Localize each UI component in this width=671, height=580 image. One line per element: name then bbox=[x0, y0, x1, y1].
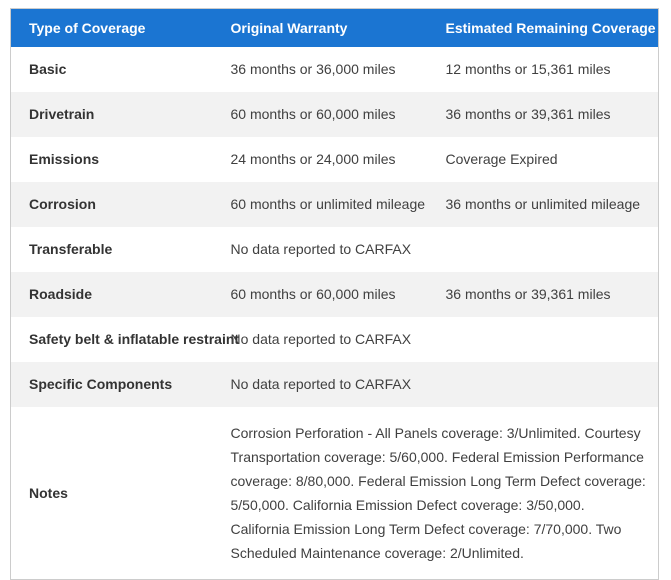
notes-text: Corrosion Perforation - All Panels coverage: 3/Unlimited. Courtesy Transportation coverage: 5/60,000. Federal Emission Performance coverage: 8/80,000. Federal Emission Long Term Defect coverage: 5/50,000. California Emission Defect coverage: 3/50,000. California Emission Long Term Defect coverage: 7/70,000. Two Scheduled Maintenance coverage: 2/Unlimited. bbox=[230, 424, 646, 561]
warranty-table bbox=[10, 8, 659, 580]
row-label: Emissions bbox=[29, 151, 100, 167]
remaining-coverage-value bbox=[428, 227, 659, 272]
original-warranty-value: No data reported to CARFAX bbox=[230, 376, 412, 392]
table-row-transferable bbox=[11, 227, 659, 272]
table-row-basic bbox=[11, 47, 659, 92]
table-row-corrosion bbox=[11, 182, 659, 227]
remaining-coverage-value: 36 months or 39,361 miles bbox=[445, 286, 611, 302]
row-label: Transferable bbox=[29, 241, 113, 257]
row-label: Notes bbox=[29, 484, 68, 501]
column-header-type-of-coverage: Type of Coverage bbox=[11, 9, 213, 47]
remaining-coverage-value: 36 months or unlimited mileage bbox=[445, 196, 641, 212]
remaining-coverage-value bbox=[428, 362, 659, 407]
original-warranty-value: 24 months or 24,000 miles bbox=[230, 151, 396, 167]
row-label: Specific Components bbox=[29, 376, 173, 392]
table-header-row bbox=[11, 9, 659, 47]
row-label: Roadside bbox=[29, 286, 93, 302]
table-row-safety-belt bbox=[11, 317, 659, 362]
table-row-specific-components bbox=[11, 362, 659, 407]
remaining-coverage-value: Coverage Expired bbox=[445, 151, 558, 167]
column-header-estimated-remaining-coverage: Estimated Remaining Coverage bbox=[428, 9, 659, 47]
original-warranty-value: 60 months or unlimited mileage bbox=[230, 196, 426, 212]
row-label: Basic bbox=[29, 61, 67, 77]
remaining-coverage-value: 36 months or 39,361 miles bbox=[445, 106, 611, 122]
table-row-drivetrain bbox=[11, 92, 659, 137]
warranty-coverage-table bbox=[10, 8, 658, 580]
original-warranty-value: 60 months or 60,000 miles bbox=[230, 106, 396, 122]
original-warranty-value: No data reported to CARFAX bbox=[230, 331, 412, 347]
table-row-notes bbox=[11, 407, 659, 580]
remaining-coverage-value: 12 months or 15,361 miles bbox=[445, 61, 611, 77]
row-label: Safety belt & inflatable restraint bbox=[29, 331, 240, 347]
table-row-roadside bbox=[11, 272, 659, 317]
original-warranty-value: 36 months or 36,000 miles bbox=[230, 61, 396, 77]
row-label: Corrosion bbox=[29, 196, 96, 212]
original-warranty-value: 60 months or 60,000 miles bbox=[230, 286, 396, 302]
table-row-emissions bbox=[11, 137, 659, 182]
original-warranty-value: No data reported to CARFAX bbox=[230, 241, 412, 257]
remaining-coverage-value bbox=[428, 317, 659, 362]
row-label: Drivetrain bbox=[29, 106, 95, 122]
column-header-original-warranty: Original Warranty bbox=[213, 9, 428, 47]
